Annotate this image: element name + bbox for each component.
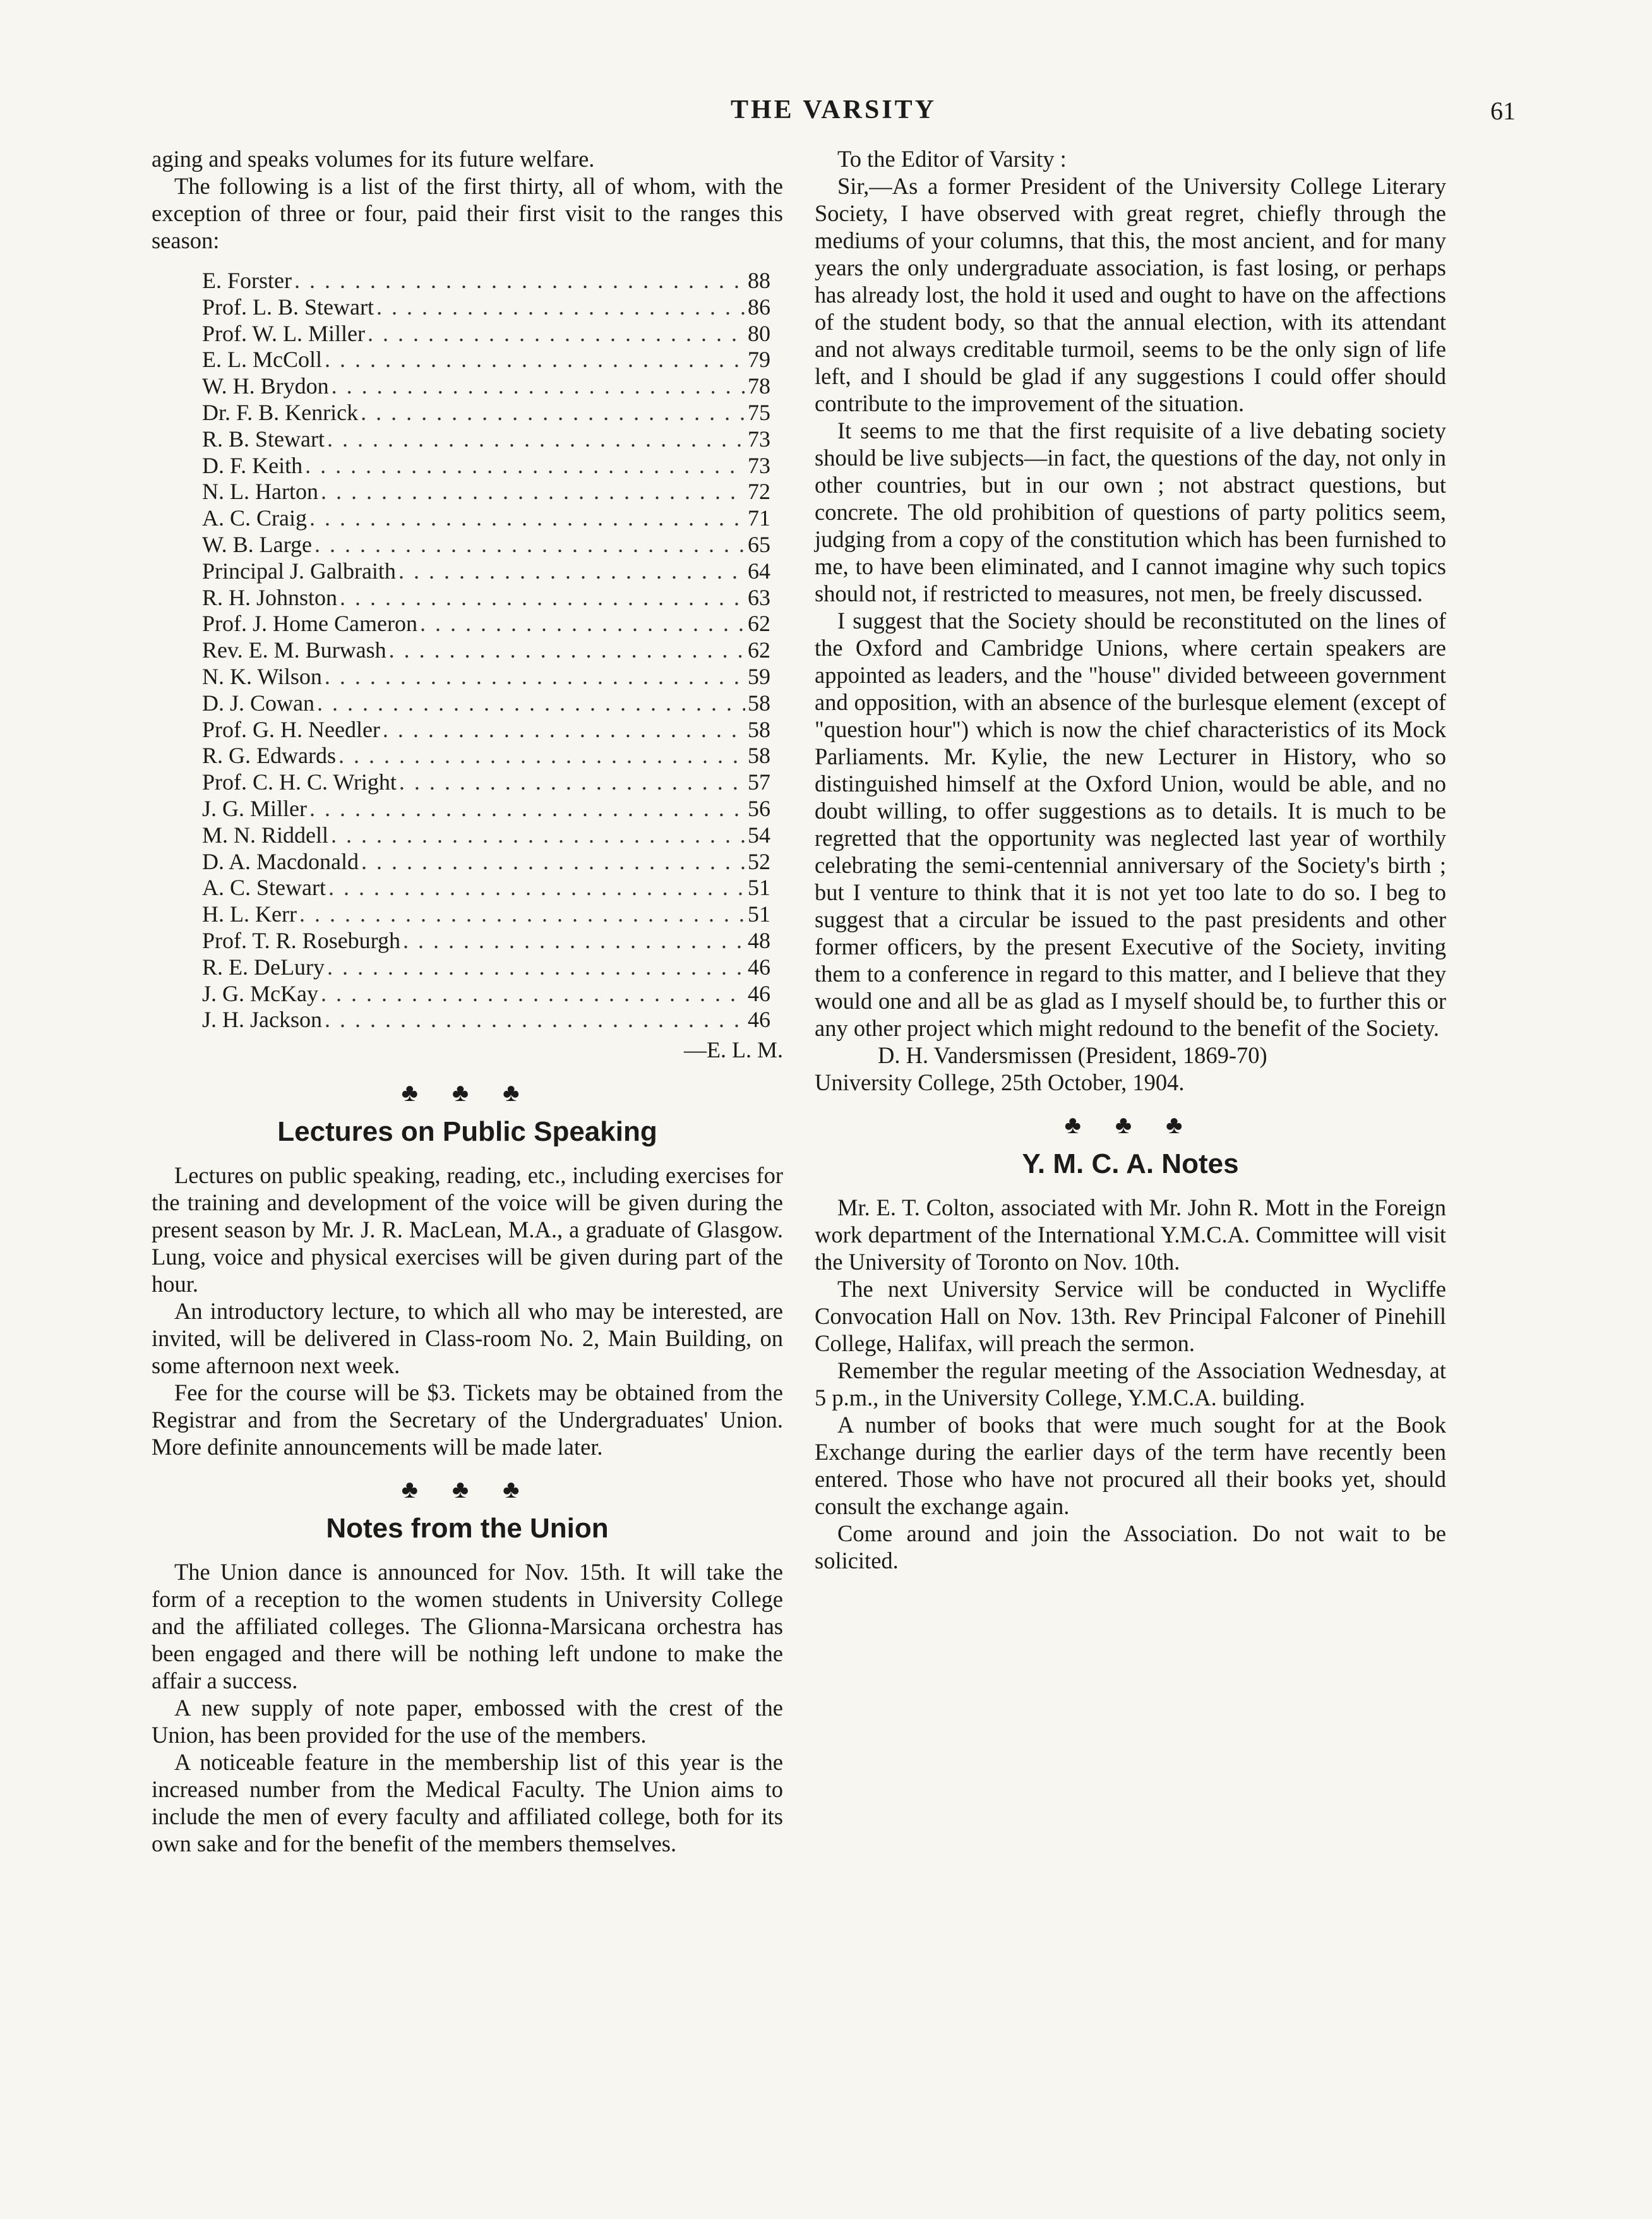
score-value: 51 [748, 901, 770, 927]
letter-closing-place: University College, 25th October, 1904. [815, 1069, 1185, 1095]
masthead: THE VARSITY [730, 95, 937, 124]
leader-dots [309, 505, 745, 532]
leader-dots [389, 637, 745, 664]
score-value: 62 [748, 637, 770, 663]
lectures-paragraph: An introductory lecture, to which all who may be interested, are invited, will be delivered in Class-room No. 2, Main Building, on some afternoon next week. [152, 1298, 783, 1379]
score-value: 56 [748, 795, 770, 821]
page-header [152, 95, 1516, 133]
score-name: R. E. DeLury [202, 954, 325, 980]
score-name: R. G. Edwards [202, 743, 336, 769]
score-name: Principal J. Galbraith [202, 558, 396, 584]
page-number: 61 [1490, 97, 1516, 125]
left-column [152, 145, 783, 1857]
leader-dots [327, 954, 745, 981]
score-row [202, 400, 770, 426]
score-list [202, 268, 770, 1033]
score-row [202, 611, 770, 637]
score-name: R. B. Stewart [202, 426, 325, 452]
leader-dots [361, 400, 745, 426]
leader-dots [403, 928, 745, 954]
union-heading: Notes from the Union [326, 1513, 609, 1544]
score-row [202, 769, 770, 796]
lectures-paragraph: Lectures on public speaking, reading, etc., including exercises for the training and development of the voice will be given during the present season by Mr. J. R. MacLean, M.A., a graduate of Glasgow. Lung, voice and physical exercises will be given during part of the hour. [152, 1162, 783, 1297]
score-row [202, 637, 770, 664]
score-row [202, 268, 770, 294]
letter-paragraph: I suggest that the Society should be reconstituted on the lines of the Oxford and Cambridge Unions, where certain speakers are appointed as leaders, and the "house" divided betweeen government and opposition, with an absence of the burlesque element (except of "question hour") which is now the chief characteristics of its Mock Parliaments. Mr. Kylie, the new Lecturer in History, who so distinguished himself at the Oxford Union, would be able, and no doubt willing, to offer suggestions as to details. It is much to be regretted that the opportunity was neglected last year of worthily celebrating the semi-centennial anniversary of the Society's birth ; but I venture to think that it is not yet too late to do so. I beg to suggest that a circular be issued to the past presidents and other former officers, by the present Executive of the Society, inviting them to a conference in regard to this matter, and I believe that they would one and all be as glad as I myself should be, to further this or any other project which might redound to the benefit of the Society. [815, 608, 1446, 1041]
score-name: D. F. Keith [202, 452, 303, 478]
score-row [202, 321, 770, 347]
score-row [202, 479, 770, 505]
score-value: 72 [748, 479, 770, 505]
leader-dots [294, 268, 745, 294]
letter-salutation: To the Editor of Varsity : [837, 146, 1067, 172]
score-row [202, 954, 770, 981]
leader-dots [398, 558, 745, 585]
score-name: A. C. Craig [202, 505, 307, 531]
leader-dots [321, 981, 745, 1007]
score-value: 71 [748, 505, 770, 531]
score-value: 46 [748, 1007, 770, 1033]
leader-dots [361, 849, 745, 875]
union-paragraph: A noticeable feature in the membership list of this year is the increased number from the Medical Faculty. The Union aims to include the men of every faculty and affiliated college, both for its own sake and for the benefit of the members themselves. [152, 1749, 783, 1857]
leader-dots [327, 426, 745, 453]
score-value: 62 [748, 611, 770, 637]
leader-dots [309, 796, 745, 822]
letter-paragraph: Sir,—As a former President of the University College Literary Society, I have observed with great regret, chiefly through the mediums of your columns, that this, the most ancient, and for many years the only undergraduate association, is fast losing, or perhaps has already lost, the hold it used and ought to have on the affections of the student body, so that the annual election, with its attendant and not always creditable turmoil, seems to be the only sign of life left, and I should be glad if any suggestions I could offer should contribute to the improvement of the situation. [815, 173, 1446, 416]
score-row [202, 532, 770, 558]
score-row [202, 822, 770, 849]
score-row [202, 453, 770, 479]
leader-dots [340, 585, 745, 611]
leader-dots [399, 769, 745, 796]
leader-dots [368, 321, 745, 347]
score-name: Dr. F. B. Kenrick [202, 399, 359, 425]
score-row [202, 1007, 770, 1033]
score-row [202, 664, 770, 690]
score-name: W. H. Brydon [202, 373, 329, 399]
score-row [202, 294, 770, 321]
score-value: 46 [748, 954, 770, 980]
score-name: J. G. Miller [202, 795, 307, 821]
score-row [202, 558, 770, 585]
score-name: E. L. McColl [202, 347, 322, 373]
score-value: 75 [748, 399, 770, 425]
union-paragraph: A new supply of note paper, embossed with the crest of the Union, has been provided for the use of the members. [152, 1695, 783, 1748]
score-value: 63 [748, 584, 770, 610]
score-row [202, 373, 770, 400]
leader-dots [321, 479, 745, 505]
score-row [202, 505, 770, 532]
score-value: 54 [748, 822, 770, 848]
score-row [202, 426, 770, 453]
lectures-paragraph: Fee for the course will be $3. Tickets may be obtained from the Registrar and from the Secretary of the Undergraduates' Union. More definite announcements will be made later. [152, 1380, 783, 1460]
score-name: Prof. C. H. C. Wright [202, 769, 397, 795]
right-column [815, 145, 1446, 1574]
leader-dots [325, 664, 745, 690]
score-value: 79 [748, 347, 770, 373]
score-row [202, 347, 770, 373]
leader-dots [325, 347, 745, 373]
score-row [202, 981, 770, 1007]
letter-closing-name: D. H. Vandersmissen (President, 1869-70) [878, 1042, 1267, 1068]
score-row [202, 690, 770, 717]
score-value: 48 [748, 927, 770, 953]
score-row [202, 796, 770, 822]
ymca-paragraph: The next University Service will be conducted in Wycliffe Convocation Hall on Nov. 13th. Rev Principal Falconer of Pinehill College, Halifax, will preach the sermon. [815, 1276, 1446, 1356]
score-value: 52 [748, 848, 770, 874]
score-value: 65 [748, 531, 770, 557]
leader-dots [376, 294, 745, 321]
score-row [202, 585, 770, 611]
score-name: Prof. G. H. Needler [202, 716, 380, 742]
score-row [202, 901, 770, 928]
score-value: 88 [748, 268, 770, 293]
leader-dots [325, 1007, 745, 1033]
lectures-heading: Lectures on Public Speaking [277, 1116, 657, 1148]
leader-dots [420, 611, 745, 637]
leader-dots [331, 822, 745, 849]
score-value: 58 [748, 716, 770, 742]
author-signature: —E. L. M. [684, 1037, 783, 1063]
score-row [202, 743, 770, 769]
intro-paragraph: The following is a list of the first thirty, all of whom, with the exception of three or four, paid their first visit to the ranges this season: [152, 173, 783, 253]
letter-closing [815, 1042, 1446, 1096]
intro-paragraph: aging and speaks volumes for its future welfare. [152, 146, 595, 172]
leader-dots [332, 373, 745, 400]
score-value: 46 [748, 980, 770, 1006]
ymca-heading: Y. M. C. A. Notes [1022, 1148, 1239, 1179]
score-name: A. C. Stewart [202, 875, 326, 901]
score-name: E. Forster [202, 268, 292, 293]
score-name: Rev. E. M. Burwash [202, 637, 386, 663]
score-value: 73 [748, 426, 770, 452]
score-name: Prof. T. R. Roseburgh [202, 927, 401, 953]
score-name: M. N. Riddell [202, 822, 329, 848]
score-value: 86 [748, 294, 770, 320]
score-name: N. K. Wilson [202, 663, 322, 689]
score-value: 58 [748, 743, 770, 769]
union-paragraph: The Union dance is announced for Nov. 15th. It will take the form of a reception to the women students in University College and the affiliated colleges. The Glionna-Marsicana orchestra has been engaged and there will be nothing left undone to make the affair a success. [152, 1559, 783, 1694]
ymca-paragraph: Come around and join the Association. Do not wait to be solicited. [815, 1520, 1446, 1573]
score-value: 51 [748, 875, 770, 901]
score-name: R. H. Johnston [202, 584, 338, 610]
score-row [202, 928, 770, 954]
score-name: N. L. Harton [202, 479, 318, 505]
club-ornament-icon: ♣ ♣ ♣ [401, 1475, 534, 1504]
score-value: 59 [748, 663, 770, 689]
score-value: 64 [748, 558, 770, 584]
leader-dots [299, 901, 745, 928]
score-value: 73 [748, 452, 770, 478]
club-ornament-icon: ♣ ♣ ♣ [1064, 1110, 1197, 1139]
score-name: H. L. Kerr [202, 901, 297, 927]
score-value: 58 [748, 690, 770, 716]
ymca-paragraph: Remember the regular meeting of the Association Wednesday, at 5 p.m., in the University College, Y.M.C.A. building. [815, 1357, 1446, 1410]
letter-paragraph: It seems to me that the first requisite of a live debating society should be live subjects—in fact, the questions of the day, not only in other countries, but in our own ; not abstract questions, but concrete. The old prohibition of questions of party politics seem, judging from a copy of the constitution which has been furnished to me, to have been eliminated, and I cannot imagine why such topics should not, if restricted to measures, not men, be freely discussed. [815, 418, 1446, 606]
leader-dots [338, 743, 745, 769]
leader-dots [383, 717, 745, 743]
club-ornament-icon: ♣ ♣ ♣ [401, 1078, 534, 1107]
score-name: D. A. Macdonald [202, 848, 359, 874]
score-name: Prof. J. Home Cameron [202, 611, 417, 637]
leader-dots [314, 532, 745, 558]
score-value: 78 [748, 373, 770, 399]
ymca-paragraph: Mr. E. T. Colton, associated with Mr. John R. Mott in the Foreign work department of the International Y.M.C.A. Committee will visit the University of Toronto on Nov. 10th. [815, 1194, 1446, 1275]
score-row [202, 875, 770, 901]
score-value: 80 [748, 320, 770, 346]
score-row [202, 849, 770, 875]
leader-dots [317, 690, 745, 717]
score-name: W. B. Large [202, 531, 312, 557]
ymca-paragraph: A number of books that were much sought for at the Book Exchange during the earlier days of the term have recently been entered. Those who have not procured all their books yet, should consult the exchange again. [815, 1412, 1446, 1519]
score-name: Prof. L. B. Stewart [202, 294, 374, 320]
score-name: J. G. McKay [202, 980, 318, 1006]
leader-dots [328, 875, 745, 901]
score-name: Prof. W. L. Miller [202, 320, 365, 346]
score-row [202, 717, 770, 743]
score-value: 57 [748, 769, 770, 795]
score-name: D. J. Cowan [202, 690, 314, 716]
leader-dots [305, 453, 745, 479]
score-name: J. H. Jackson [202, 1007, 322, 1033]
